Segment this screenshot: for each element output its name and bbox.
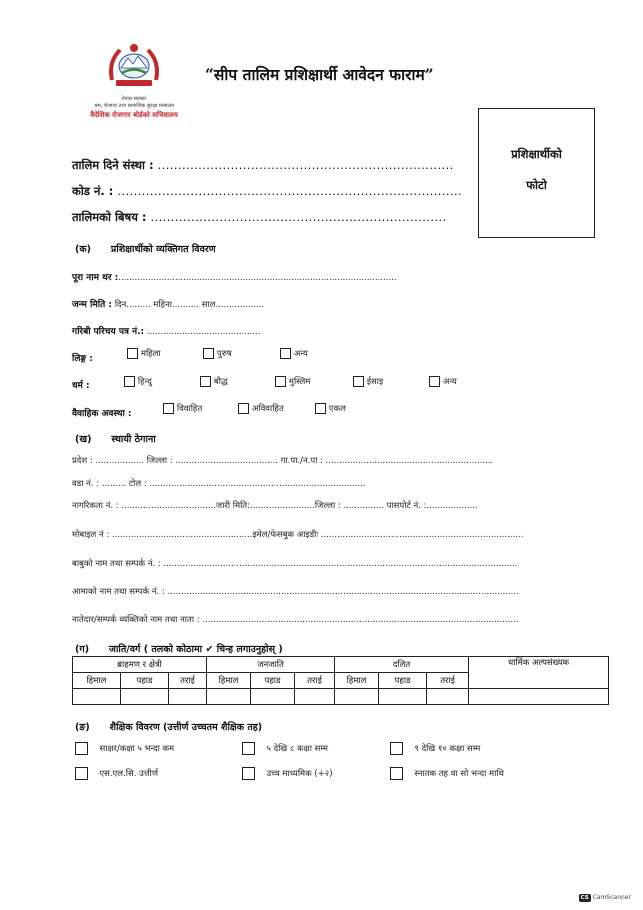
sub-pahad: पहाड <box>121 673 169 689</box>
relative-row[interactable]: नातेदार/सम्पर्क व्यक्तिको नाम तथा नाता : ..................................................................................................................... <box>72 615 519 625</box>
photo-label-2: फोटो <box>526 178 547 192</box>
fullname-field[interactable]: पूरा नाम थर :....................................................................................................... <box>72 273 397 283</box>
marital-option-unmarried[interactable]: अविवाहित <box>238 403 284 414</box>
religion-option-christian[interactable]: ईसाइ <box>353 376 383 387</box>
province-district-row[interactable]: प्रदेश : .................. जिल्ला : ...................................... गा.पा./न.पा : .............................................................. <box>72 456 494 466</box>
sub-himal: हिमाल <box>335 673 379 689</box>
checkbox[interactable] <box>203 348 214 359</box>
edu-option-5-8[interactable]: ५ देखि ८ कक्षा सम्म <box>242 742 328 755</box>
mark-cell[interactable] <box>73 689 121 705</box>
photo-label-1: प्रशिक्षार्थीको <box>511 147 562 161</box>
edu-option-higher-secondary[interactable]: उच्च माध्यमिक (+२) <box>242 767 333 780</box>
religion-option-buddhist[interactable]: बौद्ध <box>200 376 228 387</box>
page-title: “सीप तालिम प्रशिक्षार्थी आवेदन फाराम” <box>205 65 434 84</box>
gender-option-male[interactable]: पुरुष <box>203 348 232 359</box>
mark-cell[interactable] <box>207 689 251 705</box>
checkbox[interactable] <box>75 767 88 780</box>
mark-cell[interactable] <box>295 689 335 705</box>
mark-cell[interactable] <box>251 689 295 705</box>
caste-group-row <box>73 657 609 673</box>
edu-option-9-10[interactable]: ९ देखि १० कक्षा सम्म <box>390 742 480 755</box>
section-ka-heading: (क) प्रशिक्षार्थीको व्यक्तिगत विवरण <box>75 244 216 255</box>
ministry-label: श्रम, रोजगार तथा सामाजिक सुरक्षा मन्त्रालय <box>94 103 174 109</box>
training-subject-field[interactable]: तालिमको बिषय : ......................................................................... <box>72 210 447 224</box>
office-label: वैदेशिक रोजगार बोर्डको सचिवालय <box>90 111 178 119</box>
checkbox[interactable] <box>127 348 138 359</box>
checkbox[interactable] <box>163 403 174 414</box>
gender-option-other[interactable]: अन्य <box>280 348 308 359</box>
citizenship-passport-row[interactable]: नागरिकता नं. : ...................................जारी मिति:........................जिल्ला : ............... पासपोर्ट नं. :................... <box>72 501 478 511</box>
edu-option-literate[interactable]: साक्षर/कक्षा ५ भन्दा कम <box>75 742 174 755</box>
checkbox[interactable] <box>75 742 88 755</box>
mother-row[interactable]: आमाको नाम तथा सम्पर्क नं. : .................................................................................................................................. <box>72 587 519 597</box>
religion-label: धर्म : <box>72 381 90 391</box>
sub-terai: तराई <box>169 673 207 689</box>
camscanner-watermark: CS CamScanner <box>580 894 631 901</box>
mark-cell[interactable] <box>169 689 207 705</box>
checkbox[interactable] <box>429 376 440 387</box>
mark-cell[interactable] <box>469 689 609 705</box>
caste-mark-row <box>73 689 609 705</box>
section-kha-heading: (ख) स्थायी ठेगाना <box>75 434 156 445</box>
sub-pahad: पहाड <box>251 673 295 689</box>
checkbox[interactable] <box>390 767 403 780</box>
camscanner-icon: CS <box>580 895 589 901</box>
poverty-card-field[interactable]: गरिबी परिचय पत्र नं.: .......................................... <box>72 327 261 337</box>
dob-field[interactable]: जन्म मिति : दिन......... महिना.......... साल.................. <box>72 300 265 310</box>
edu-option-bachelor[interactable]: स्नातक तह वा सो भन्दा माथि <box>390 767 504 780</box>
sub-terai: तराई <box>427 673 469 689</box>
checkbox[interactable] <box>242 742 255 755</box>
mark-cell[interactable] <box>335 689 379 705</box>
religion-option-hindu[interactable]: हिन्दु <box>124 376 152 387</box>
religion-option-other[interactable]: अन्य <box>429 376 457 387</box>
checkbox[interactable] <box>315 403 326 414</box>
checkbox[interactable] <box>238 403 249 414</box>
checkbox[interactable] <box>390 742 403 755</box>
logo-block <box>78 40 190 120</box>
marital-label: वैवाहिक अवस्था : <box>72 409 132 419</box>
checkbox[interactable] <box>124 376 135 387</box>
religion-option-muslim[interactable]: मुस्लिम <box>275 376 310 387</box>
ward-tole-row[interactable]: वडा नं. : ......... टोल : ................................................................................ <box>72 479 366 489</box>
gender-label: लिङ्ग : <box>72 354 93 364</box>
mobile-email-row[interactable]: मोबाइल नं : ....................................................इमेल/फेसबुक आइडीः ........................................................................... <box>72 530 524 540</box>
gender-option-female[interactable]: महिला <box>127 348 161 359</box>
checkbox[interactable] <box>275 376 286 387</box>
marital-option-single[interactable]: एकल <box>315 403 346 414</box>
checkbox[interactable] <box>200 376 211 387</box>
caste-table <box>72 656 609 705</box>
edu-option-slc[interactable]: एस.एल.सि. उत्तीर्ण <box>75 767 158 780</box>
photo-box <box>478 108 595 238</box>
checkbox[interactable] <box>242 767 255 780</box>
nepal-emblem-icon <box>106 40 162 92</box>
group-dalit: दलित <box>335 657 469 673</box>
marital-option-married[interactable]: विवाहित <box>163 403 202 414</box>
institution-field[interactable]: तालिम दिने संस्था : ......................................................................... <box>72 158 454 172</box>
mark-cell[interactable] <box>121 689 169 705</box>
checkbox[interactable] <box>353 376 364 387</box>
section-ga-heading: (ग) जाति/वर्ग ( तलको कोठामा ✔ चिन्ह लगाउनुहोस् ) <box>75 644 283 655</box>
group-brahmin-chhetri: ब्राहमण र क्षेत्री <box>73 657 207 673</box>
group-religious-minority: धार्मिक अल्पसंख्यक <box>469 657 609 689</box>
mark-cell[interactable] <box>379 689 427 705</box>
sub-himal: हिमाल <box>73 673 121 689</box>
sub-pahad: पहाड <box>379 673 427 689</box>
group-janajati: जनजाति <box>207 657 335 673</box>
sub-himal: हिमाल <box>207 673 251 689</box>
code-field[interactable]: कोड नं. : ..................................................................................... <box>72 184 463 198</box>
father-row[interactable]: बाबुको नाम तथा सम्पर्क नं. : ................................................................................................................................... <box>72 559 518 569</box>
section-ng-heading: (ङ) शैक्षिक विवरण (उत्तीर्ण उच्चतम शैक्षिक तह) <box>75 722 263 733</box>
checkbox[interactable] <box>280 348 291 359</box>
mark-cell[interactable] <box>427 689 469 705</box>
sub-terai: तराई <box>295 673 335 689</box>
govt-label: नेपाल सरकार <box>121 96 147 102</box>
